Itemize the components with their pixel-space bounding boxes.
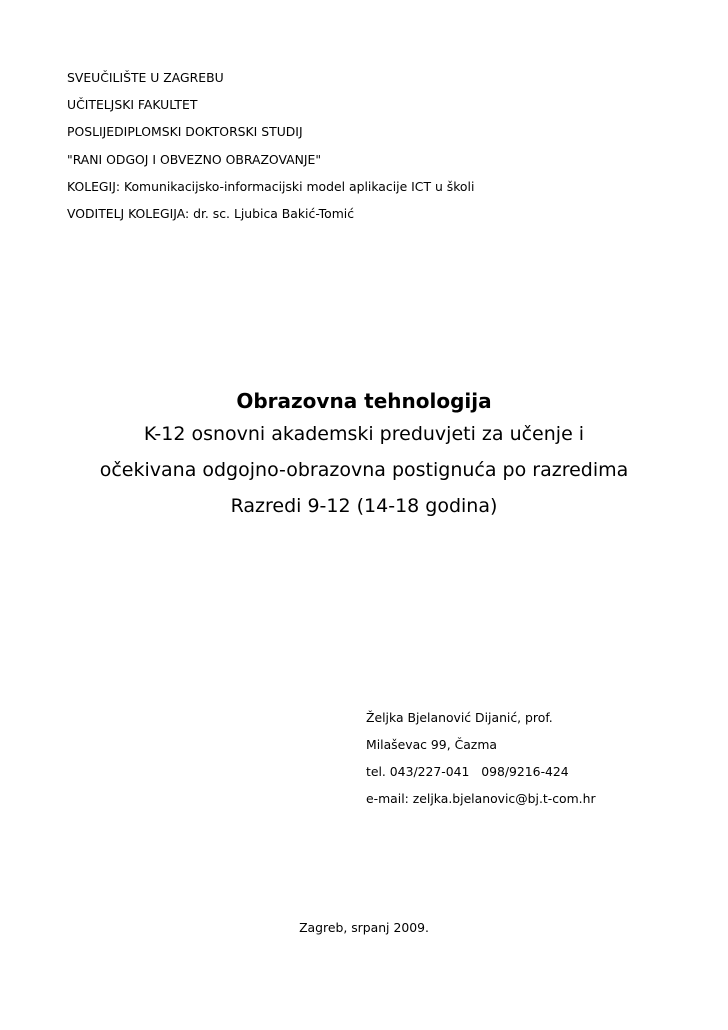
course-name: KOLEGIJ: Komunikacijsko-informacijski model aplikacije ICT u školi xyxy=(67,178,475,194)
program-name: POSLIJEDIPLOMSKI DOKTORSKI STUDIJ xyxy=(67,124,303,140)
author-email: e-mail: zeljka.bjelanovic@bj.t-com.hr xyxy=(366,791,596,806)
document-subtitle-line-1: K-12 osnovni akademski preduvjeti za učenje i xyxy=(143,423,585,445)
title-block xyxy=(0,386,728,524)
university-name: SVEUČILIŠTE U ZAGREBU xyxy=(67,70,224,85)
document-subtitle-line-2: očekivana odgojno-obrazovna postignuća po razredima xyxy=(99,459,629,481)
study-name: "RANI ODGOJ I OBVEZNO OBRAZOVANJE" xyxy=(67,151,322,167)
course-leader: VODITELJ KOLEGIJA: dr. sc. Ljubica Bakić-Tomić xyxy=(67,206,355,222)
document-subtitle-line-3: Razredi 9-12 (14-18 godina) xyxy=(230,495,498,517)
faculty-name: UČITELJSKI FAKULTET xyxy=(67,97,198,113)
place-date: Zagreb, srpanj 2009. xyxy=(299,920,429,935)
author-address: Milaševac 99, Čazma xyxy=(366,737,497,752)
author-phone: tel. 043/227-041 098/9216-424 xyxy=(366,764,569,779)
header-block xyxy=(67,64,667,227)
document-title: Obrazovna tehnologija xyxy=(236,389,492,413)
author-block xyxy=(366,704,706,812)
author-name: Željka Bjelanović Dijanić, prof. xyxy=(366,710,553,725)
